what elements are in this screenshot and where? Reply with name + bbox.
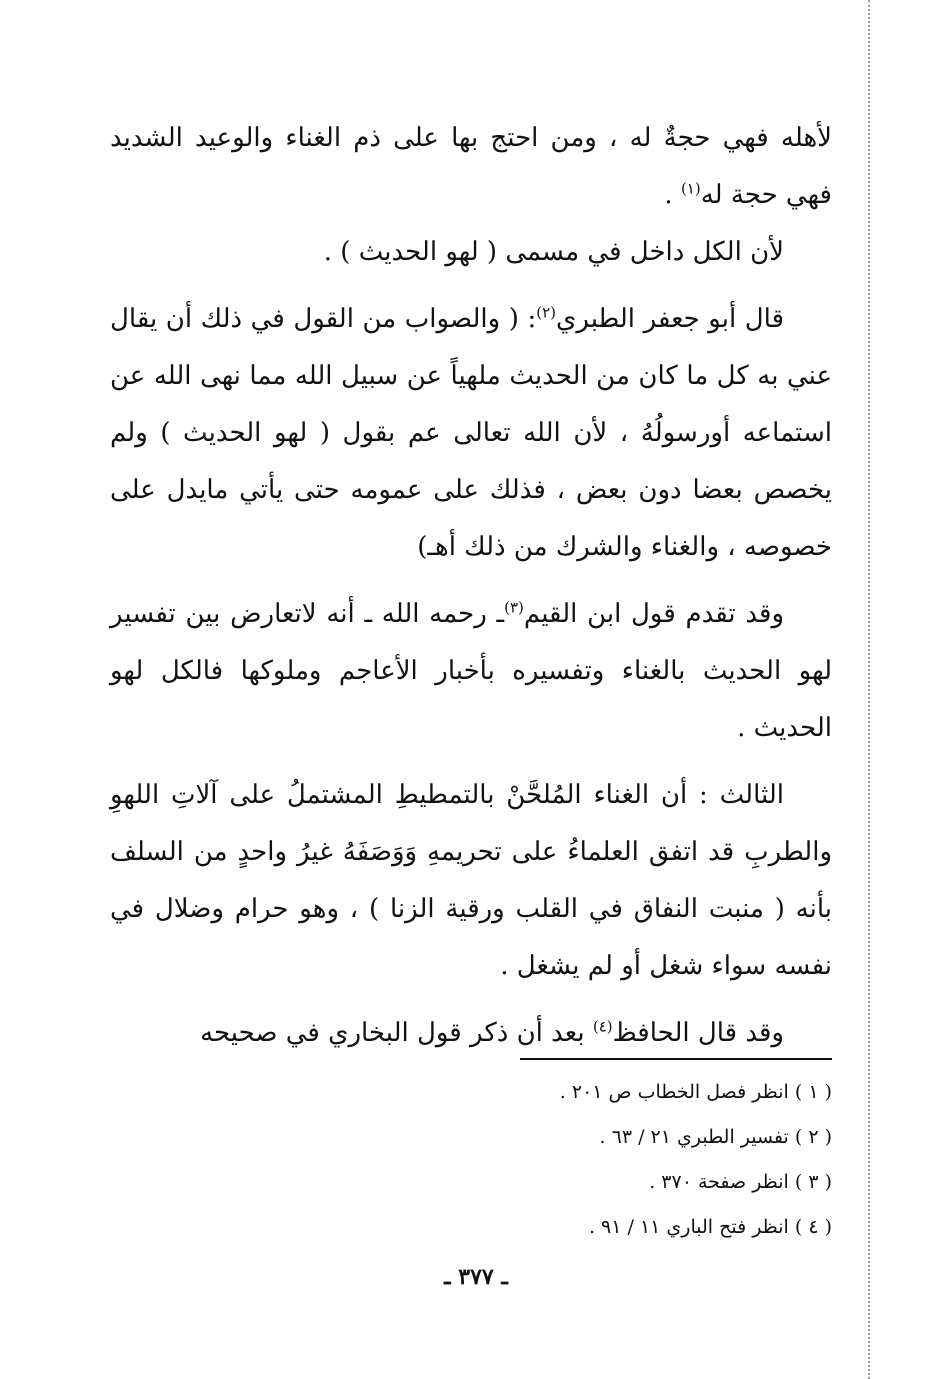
paragraph-1-text: لأهله فهي حجةٌ له ، ومن احتج بها على ذم الغناء والوعيد الشديد فهي حجة له: [110, 123, 832, 210]
paragraph-4: [110, 586, 832, 757]
paragraph-5: الثالث : أن الغناء المُلحَّنْ بالتمطيطِ المشتملُ على آلاتِ اللهوِ والطربِ قد اتفق العلماءُ على تحريمهِ وَوَصَفَهُ غيرُ واحدٍ من السلف بأنه ( منبت النفاق في القلب ورقية الزنا ) ، وهو حرام وضلال في نفسه سواء شغل أو لم يشغل .: [110, 780, 832, 981]
page-number: ـ ٣٧٧ ـ: [444, 1264, 508, 1290]
footnote-2: ( ٢ ) تفسير الطبري ٢١ / ٦٣ .: [599, 1126, 832, 1148]
paragraph-6-start: وقد قال الحافظ: [612, 1018, 784, 1048]
footnote-ref-3: (٣): [504, 598, 524, 617]
paragraph-6: [110, 1005, 832, 1062]
footnote-ref-2: (٢): [536, 303, 557, 322]
footnote-3: ( ٣ ) انظر صفحة ٣٧٠ .: [649, 1171, 832, 1193]
footnote-4: ( ٤ ) انظر فتح الباري ١١ / ٩١ .: [588, 1216, 832, 1238]
paragraph-3-rest: : ( والصواب من القول في ذلك أن يقال عني به كل ما كان من الحديث ملهياً عن سبيل الله مما نهى الله عن استماعه أورسولُهُ ، لأن الله تعالى عم بقول ( لهو الحديث ) ولم يخصص بعضا دون بعض ، فذلك على عمومه حتى يأتي مايدل على خصوصه ، والغناء والشرك من ذلك أهـ): [110, 304, 832, 562]
paragraph-1: [110, 110, 832, 224]
paragraph-2: لأن الكل داخل في مسمى ( لهو الحديث ) .: [323, 237, 784, 267]
paragraph-6-rest: بعد أن ذكر قول البخاري في صحيحه: [200, 1018, 593, 1048]
footnote-1: ( ١ ) انظر فصل الخطاب ص ٢٠١ .: [559, 1081, 832, 1103]
main-text: [110, 110, 832, 1062]
paragraph-4-start: وقد تقدم قول ابن القيم: [523, 599, 784, 629]
footnote-ref-4: (٤): [592, 1017, 613, 1036]
page-edge-dotted-line: [868, 0, 870, 1379]
paragraph-4-rest: ـ رحمه الله ـ أنه لاتعارض بين تفسير لهو الحديث بالغناء وتفسيره بأخبار الأعاجم وملوكها فالكل لهو الحديث .: [110, 599, 832, 743]
paragraph-3: [110, 291, 832, 576]
footnotes: [400, 1070, 832, 1250]
paragraph-1-end: .: [664, 180, 681, 210]
footnote-separator-rule: [520, 1058, 832, 1060]
footnote-ref-1: (١): [680, 179, 701, 198]
paragraph-3-start: قال أبو جعفر الطبري: [556, 304, 784, 334]
